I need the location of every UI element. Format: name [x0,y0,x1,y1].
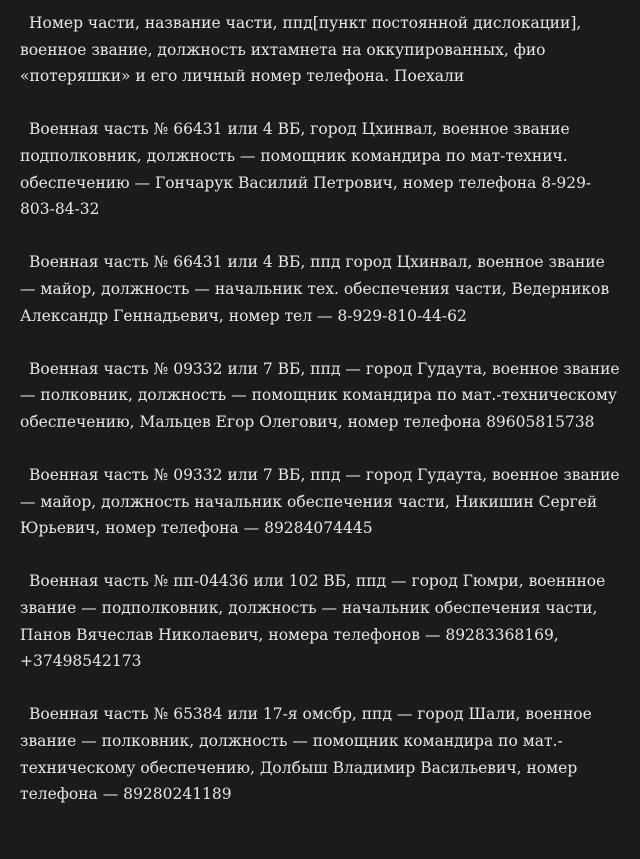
entry-paragraph-6: Военная часть № 65384 или 17-я омсбр, ппд — город Шали, военное звание — полковник, должность — помощник командира по мат.-техническому обеспечению, Долбыш Владимир Васильевич, номер телефона — 89280241189 [20,705,592,804]
entry-paragraph-4: Военная часть № 09332 или 7 ВБ, ппд — город Гудаута, военное звание — майор, должность начальник обеспечения части, Никишин Сергей Юрьевич, номер телефона — 89284074445 [20,466,620,538]
entry-paragraph-2: Военная часть № 66431 или 4 ВБ, ппд город Цхинвал, военное звание — майор, должность — начальник тех. обеспечения части, Ведерников Александр Геннадьевич, номер тел — 8-929-810-44-62 [20,253,610,325]
entry-paragraph-1: Военная часть № 66431 или 4 ВБ, город Цхинвал, военное звание подполковник, должность — помощник командира по мат-технич. обеспечению — Гончарук Василий Петрович, номер телефона 8-929-803-84-32 [20,120,592,219]
entry-paragraph-3: Военная часть № 09332 или 7 ВБ, ппд — город Гудаута, военное звание — полковник, должность — помощник командира по мат.-техническому обеспечению, Мальцев Егор Олегович, номер телефона 89605815738 [20,359,620,431]
entry-paragraph-5: Военная часть № пп-04436 или 102 ВБ, ппд — город Гюмри, военнное звание — подполковник, должность — начальник обеспечения части, Панов Вячеслав Николаевич, номера телефонов — 89283368169, +37498542173 [20,572,606,671]
intro-paragraph: Номер части, название части, ппд[пункт постоянной дислокации], военное звание, должность ихтамнета на оккупированных, фио «потеряшки» и его личный номер телефона. Поехали [20,14,582,86]
